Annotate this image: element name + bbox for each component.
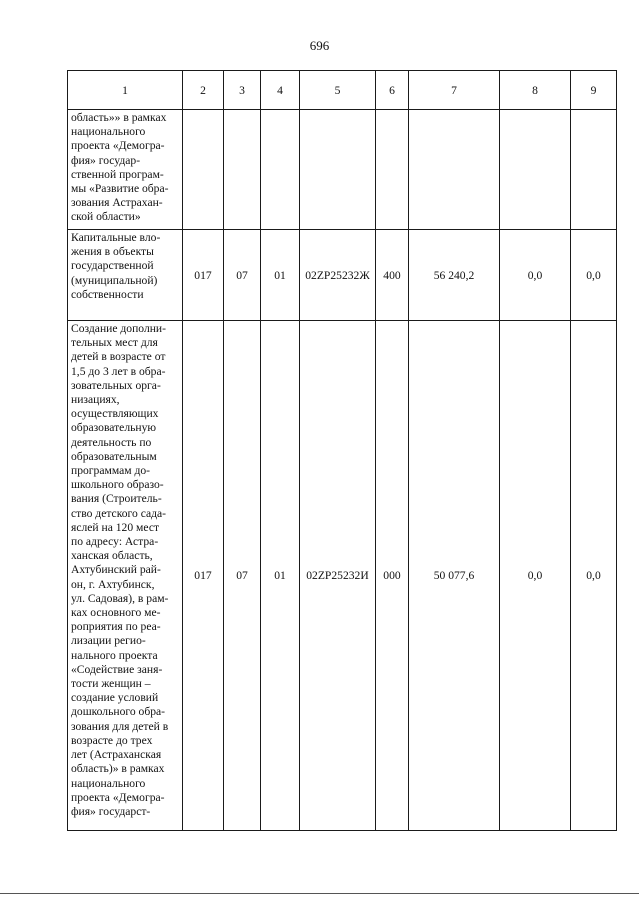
cell-col-4: 01 — [261, 321, 300, 831]
cell-col-2: 017 — [183, 321, 224, 831]
cell-col-2 — [183, 110, 224, 230]
row-description: Капитальные вло- жения в объекты государственной (муниципальной) собственности — [68, 230, 183, 321]
cell-col-5 — [300, 110, 376, 230]
row-description: область»» в рамках национального проекта «Демогра- фия» государ- ственной програм- мы «Развитие обра- зования Астрахан- ской области» — [68, 110, 183, 230]
cell-col-7 — [409, 110, 500, 230]
cell-col-8: 0,0 — [500, 321, 571, 831]
cell-col-2: 017 — [183, 230, 224, 321]
cell-col-7: 50 077,6 — [409, 321, 500, 831]
cell-col-6 — [376, 110, 409, 230]
header-cell-9: 9 — [571, 71, 617, 110]
cell-col-9: 0,0 — [571, 321, 617, 831]
cell-col-6: 000 — [376, 321, 409, 831]
header-cell-8: 8 — [500, 71, 571, 110]
cell-col-7: 56 240,2 — [409, 230, 500, 321]
table-row — [68, 321, 617, 831]
cell-col-8 — [500, 110, 571, 230]
cell-col-5: 02ZP25232И — [300, 321, 376, 831]
page-number: 696 — [309, 38, 330, 53]
cell-col-5: 02ZP25232Ж — [300, 230, 376, 321]
header-cell-6: 6 — [376, 71, 409, 110]
header-cell-5: 5 — [300, 71, 376, 110]
cell-col-4: 01 — [261, 230, 300, 321]
header-cell-1: 1 — [68, 71, 183, 110]
header-row — [68, 71, 617, 110]
cell-col-8: 0,0 — [500, 230, 571, 321]
cell-col-6: 400 — [376, 230, 409, 321]
row-description: Создание дополни- тельных мест для детей в возрасте от 1,5 до 3 лет в обра- зовательных орга- низациях, осуществляющих образовательную деятельность по образовательным программам до- школьного образо- вания (Строитель- ство детского сада- яслей на 120 мест по адресу: Астра- ханская область, Ахтубинский рай- он, г. Ахтубинск, ул. Садовая), в рам- ках основного ме- роприятия по реа- лизации регио- нального проекта «Содействие заня- тости женщин – создание условий дошкольного обра- зования для детей в возрасте до трех лет (Астраханская область)» в рамках национального проекта «Демогра- фия» государст- — [68, 321, 183, 831]
header-cell-3: 3 — [224, 71, 261, 110]
cell-col-3: 07 — [224, 230, 261, 321]
header-cell-7: 7 — [409, 71, 500, 110]
cell-col-3 — [224, 110, 261, 230]
header-cell-4: 4 — [261, 71, 300, 110]
cell-col-3: 07 — [224, 321, 261, 831]
header-cell-2: 2 — [183, 71, 224, 110]
table-row — [68, 230, 617, 321]
table-row — [68, 110, 617, 230]
cell-col-9 — [571, 110, 617, 230]
cell-col-9: 0,0 — [571, 230, 617, 321]
budget-table — [67, 70, 617, 831]
page-bottom-divider — [0, 893, 639, 894]
cell-col-4 — [261, 110, 300, 230]
